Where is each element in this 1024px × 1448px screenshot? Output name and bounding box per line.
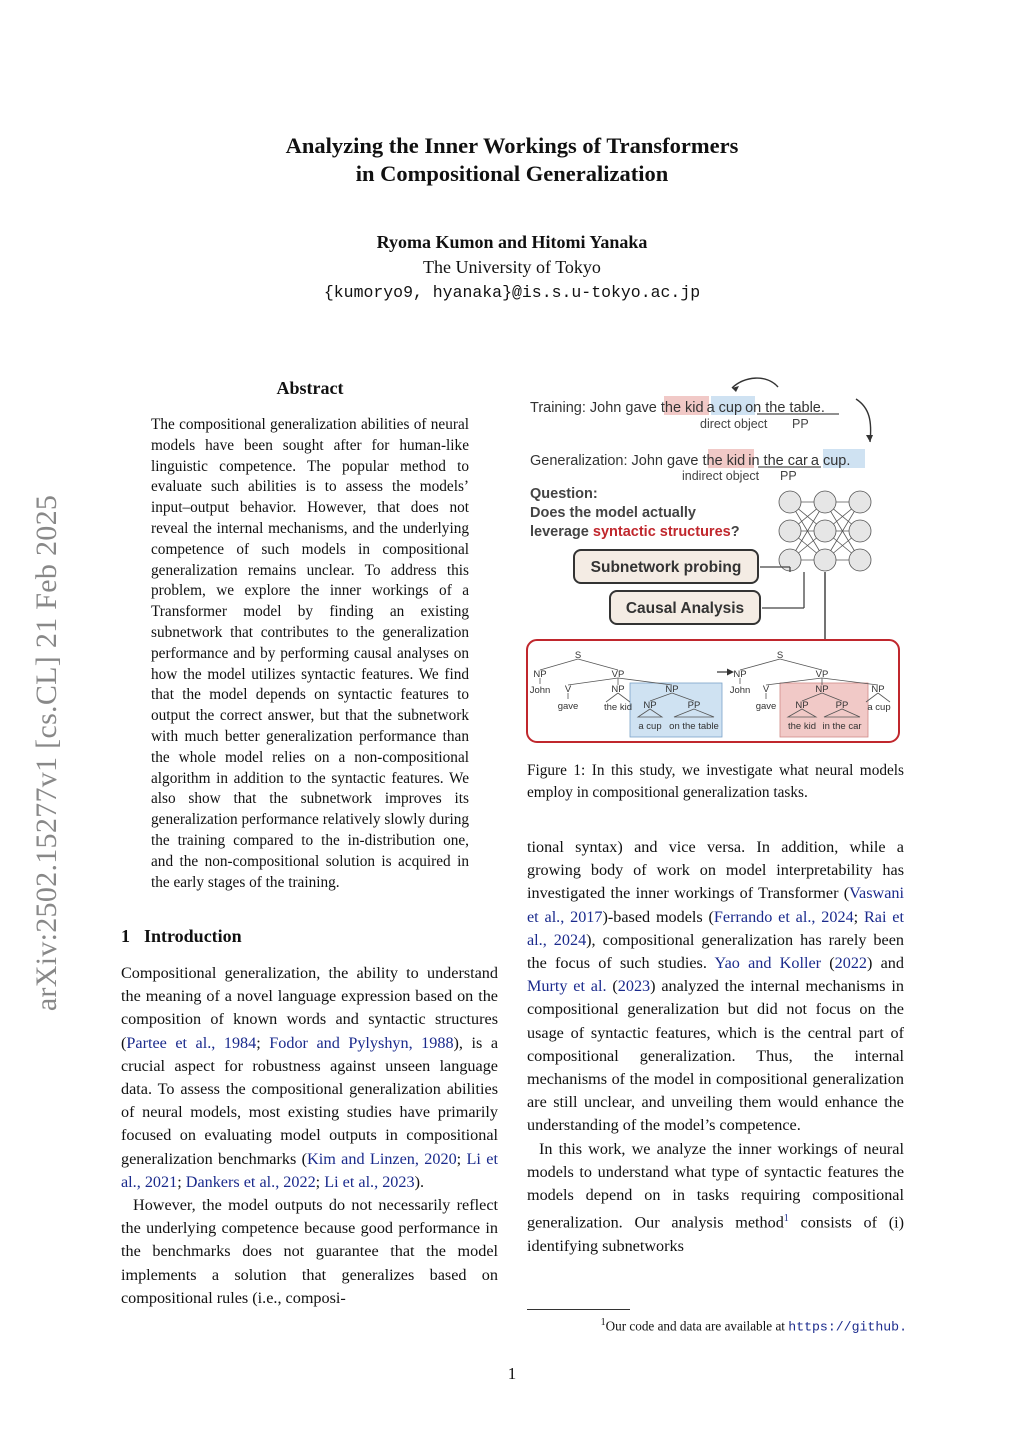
- arrow-head: [866, 435, 873, 442]
- footnote-marker[interactable]: 1: [783, 1213, 789, 1225]
- question-line-1: Does the model actually: [530, 505, 696, 521]
- tree-label: V: [564, 684, 572, 695]
- abstract-text: The compositional generalization abilities of neural models have been sought after for human-like linguistic competence. The popular method to evaluate such abilities is to assess the models’ input–output behavior. However, that does not reveal the internal mechanisms, and the underlying competence of such models in compositional generalization remains unclear. To address this problem, we explore the inner workings of a Transformer model by finding an existing subnetwork that contributes to the generalization performance and by performing causal analyses on how the model utilizes syntactic features. We find that the model depends on syntactic features to output the correct answer, but that the subnetwork with much better generalization performance than the whole model relies on a non-compositional algorithm in addition to the syntactic features. We also show that the subnetwork improves its generalization performance relatively slowly during the training compared to the in-distribution one, and the non-compositional solution is acquired in the early stages of the training.: [151, 416, 469, 891]
- reorder-arrow: [732, 378, 778, 388]
- question-line-2: leverage syntactic structures?: [530, 524, 740, 540]
- footnote-url[interactable]: https://github.: [788, 1319, 907, 1335]
- question-label: Question:: [530, 486, 598, 502]
- tree-label: gave: [557, 701, 579, 712]
- citation-link[interactable]: Li et al., 2023: [324, 1172, 415, 1191]
- tree-label: John: [529, 685, 551, 696]
- text-run: ;: [256, 1033, 270, 1052]
- tree-label: S: [574, 650, 582, 661]
- footnote-1: [527, 1314, 907, 1336]
- tree-label: NP: [815, 684, 829, 695]
- intro-paragraph-2: However, the model outputs do not necessarily reflect the underlying competence because good performance in the benchmarks does not guarantee that the model implements a solution that generalizes based on compositional rules (i.e., composi-: [121, 1196, 498, 1307]
- citation-link[interactable]: Murty et al.: [527, 977, 607, 996]
- text-run: ;: [315, 1172, 325, 1191]
- author-affiliation: The University of Tokyo: [423, 257, 601, 277]
- author-email: {kumoryo9, hyanaka}@is.s.u-tokyo.ac.jp: [323, 283, 701, 302]
- subnetwork-probing-label: Subnetwork probing: [590, 559, 742, 576]
- tree-label: S: [776, 650, 784, 661]
- tree-label: PP: [687, 700, 701, 711]
- tree-label: NP: [665, 684, 679, 695]
- citation-link[interactable]: Rai et al., 2024: [527, 907, 904, 949]
- arxiv-side-label: [30, 455, 64, 1050]
- text-run: ), compositional generalization has rarely been the focus of such studies.: [527, 930, 904, 973]
- tree-label: on the table: [669, 721, 719, 732]
- tree-label: NP: [871, 684, 885, 695]
- text-run: Compositional generalization, the ability to understand the meaning of a novel language expression based on the composition of known words and syntactic structures (: [121, 964, 498, 1052]
- tree-label: NP: [611, 684, 625, 695]
- train-label-direct-object: direct object: [700, 417, 768, 431]
- text-run: ;: [853, 907, 864, 926]
- right-column-body: [527, 836, 904, 1258]
- text-run: ) analyzed the internal mechanisms in compositional generalization but did not focus on the usage of syntactic features, which is the central part of compositional generalization. Thus, the internal mechanisms of the model in compositional generalization are still unclear, and unveiling them would enhance the understanding of the model’s competence.: [527, 977, 904, 1135]
- tree-label: gave: [755, 701, 777, 712]
- intro-paragraph-1: [121, 962, 498, 1194]
- page-number: 1: [507, 1364, 517, 1383]
- tree-label: V: [762, 684, 770, 695]
- abstract-heading: Abstract: [276, 378, 344, 398]
- tree-label: NP: [643, 700, 657, 711]
- neural-network-icon: [779, 491, 871, 571]
- text-run: In this work, we analyze the inner workings of neural models to understand what type of syntactic features the models depend on in tasks requiring compositional generalization. Our analysis method: [527, 1139, 904, 1232]
- section-heading-introduction: [121, 926, 242, 947]
- citation-link[interactable]: Dankers et al., 2022: [185, 1172, 316, 1191]
- generalization-sentence: Generalization: John gave the kid in the car a cup.: [530, 453, 851, 469]
- left-column-body: [121, 962, 498, 1310]
- author-names: Ryoma Kumon and Hitomi Yanaka: [376, 232, 648, 252]
- text-run: ;: [177, 1172, 186, 1191]
- footnote-rule: [527, 1309, 630, 1310]
- gen-label-indirect-object: indirect object: [682, 469, 760, 483]
- citation-link[interactable]: Partee et al., 1984: [126, 1033, 257, 1052]
- footnote-text: Our code and data are available at: [605, 1318, 789, 1334]
- tree-label: NP: [733, 669, 747, 680]
- tree-label: a cup: [638, 721, 662, 732]
- author-block: [0, 230, 1024, 305]
- citation-link[interactable]: Fodor and Pylyshyn, 1988: [269, 1033, 454, 1052]
- footnote-number: 1: [600, 1317, 606, 1328]
- tree-label: in the car: [822, 721, 862, 732]
- title-line-2: in Compositional Generalization: [355, 161, 669, 186]
- citation-link[interactable]: Ferrando et al., 2024: [713, 907, 854, 926]
- tree-label: VP: [815, 669, 829, 680]
- text-run: tional syntax) and vice versa. In addition, while a growing body of work on model interpretability has investigated the inner workings of Transformer (: [527, 838, 904, 903]
- title-line-1: Analyzing the Inner Workings of Transformers: [285, 133, 739, 158]
- figure-1-caption: Figure 1: In this study, we investigate what neural models employ in compositional generalization tasks.: [527, 762, 904, 801]
- gen-label-pp: PP: [780, 469, 797, 483]
- text-run: (: [606, 977, 618, 996]
- text-run: consists of (i) identifying subnetworks: [527, 1213, 905, 1255]
- arxiv-id-text: arXiv:2502.15277v1 [cs.CL] 21 Feb 2025: [30, 494, 63, 1011]
- figure-1: [522, 372, 912, 752]
- citation-link[interactable]: Vaswani et al., 2017: [527, 884, 904, 926]
- citation-link[interactable]: Yao and Koller: [714, 954, 822, 973]
- text-run: ), is a crucial aspect for robustness against unseen language data. To assess the compositional generalization abilities of neural models, most existing studies have primarily focused on evaluating model outputs in compositional generalization benchmarks (: [121, 1033, 499, 1168]
- section-number: 1: [121, 926, 130, 946]
- text-run: )-based models (: [602, 907, 714, 926]
- intro-paragraph-4: [527, 1138, 904, 1258]
- citation-link[interactable]: Li et al., 2021: [121, 1149, 498, 1191]
- tree-label: NP: [795, 700, 809, 711]
- citation-link[interactable]: 2023: [617, 977, 651, 996]
- causal-analysis-label: Causal Analysis: [625, 600, 745, 617]
- tree-label: NP: [533, 669, 547, 680]
- tree-label: the kid: [604, 702, 632, 713]
- paper-title: [0, 132, 1024, 188]
- tree-label: the kid: [788, 721, 816, 732]
- citation-link[interactable]: Kim and Linzen, 2020: [307, 1149, 457, 1168]
- tree-label: a cup: [867, 702, 891, 713]
- section-title: Introduction: [144, 926, 242, 946]
- text-run: ) and: [867, 954, 904, 973]
- tree-label: John: [729, 685, 751, 696]
- tree-label: VP: [611, 669, 625, 680]
- figure-1-diagram: [522, 372, 912, 752]
- citation-link[interactable]: 2022: [834, 954, 868, 973]
- text-run: ;: [456, 1149, 467, 1168]
- training-sentence: Training: John gave the kid a cup on the table.: [530, 400, 825, 416]
- text-run: ).: [414, 1172, 425, 1191]
- text-run: (: [821, 954, 835, 973]
- tree-label: PP: [835, 700, 849, 711]
- train-label-pp: PP: [792, 417, 809, 431]
- intro-paragraph-3: [527, 836, 904, 1138]
